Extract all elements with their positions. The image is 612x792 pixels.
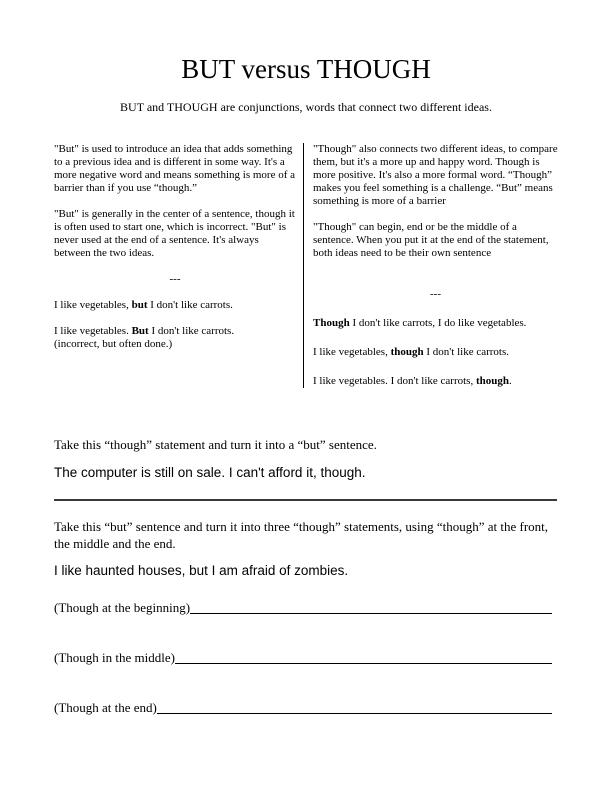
example-text: . [509,375,512,387]
exercise2-prompt: Take this “but” sentence and turn it into three “though” statements, using “though” at the front, the middle and the end. [54,519,549,551]
blank-row-end [54,700,552,716]
though-column [303,143,558,388]
though-separator: --- [430,288,441,300]
page-subtitle: BUT and THOUGH are conjunctions, words that connect two different ideas. [120,100,492,114]
example-bold-word: But [131,325,149,337]
example-text: I like vegetables. I don't like carrots, [313,375,476,387]
though-example-2 [313,346,558,359]
example-bold-word: though [390,346,424,358]
comparison-columns [54,143,558,388]
fill-in-line [190,613,552,614]
example-text: I don't like carrots. [148,325,235,337]
example-bold-word: but [131,299,148,311]
example-text: I don't like carrots. [423,346,509,358]
fill-in-line [157,713,552,714]
though-paragraph-1: "Though" also connects two different ideas, to compare them, but it's a more up and happy word. Though is more positive. It's also a more formal word. “Though” makes you feel something is a challenge. “But” means something is more of a barrier [313,143,558,207]
but-paragraph-1: "But" is used to introduce an idea that adds something to a previous idea and is different in some way. It's a more negative word and means something is more of a barrier than if you use “though.” [54,143,296,194]
but-paragraph-2: "But" is generally in the center of a sentence, though it is often used to start one, which is incorrect. "But" is never used at the end of a sentence. It's always between the two ideas. [54,208,295,259]
example-text: I like vegetables. [54,325,132,337]
example-text: I don't like carrots, I do like vegetables. [349,317,527,329]
blank-row-middle [54,650,552,666]
example-text: I don't like carrots. [147,299,233,311]
exercise1-prompt: Take this “though” statement and turn it into a “but” sentence. [54,437,377,452]
but-example-1 [54,299,296,312]
though-paragraph-2: "Though" can begin, end or be the middle of a sentence. When you put it at the end of the statement, both ideas need to be their own sentence [313,221,549,259]
example-text: I like vegetables, [313,346,391,358]
but-separator: --- [169,273,181,285]
exercise2-sentence: I like haunted houses, but I am afraid of zombies. [54,563,349,578]
though-example-3 [313,375,558,388]
section-divider-rule [54,499,557,501]
example-bold-word: though [475,375,509,387]
fill-in-line [175,663,552,664]
but-example-2 [54,325,296,351]
example-text: I like vegetables, [54,299,132,311]
blank-label-beginning: (Though at the beginning) [54,600,191,615]
though-example-1 [313,317,558,330]
exercise1-sentence: The computer is still on sale. I can't afford it, though. [54,465,366,480]
example-note: (incorrect, but often done.) [54,338,173,350]
page-title: BUT versus THOUGH [181,54,431,84]
but-column [54,143,296,388]
blank-label-middle: (Though in the middle) [54,650,175,665]
blank-row-beginning [54,600,552,616]
blank-label-end: (Though at the end) [54,700,157,715]
example-bold-word: Though [313,317,350,329]
